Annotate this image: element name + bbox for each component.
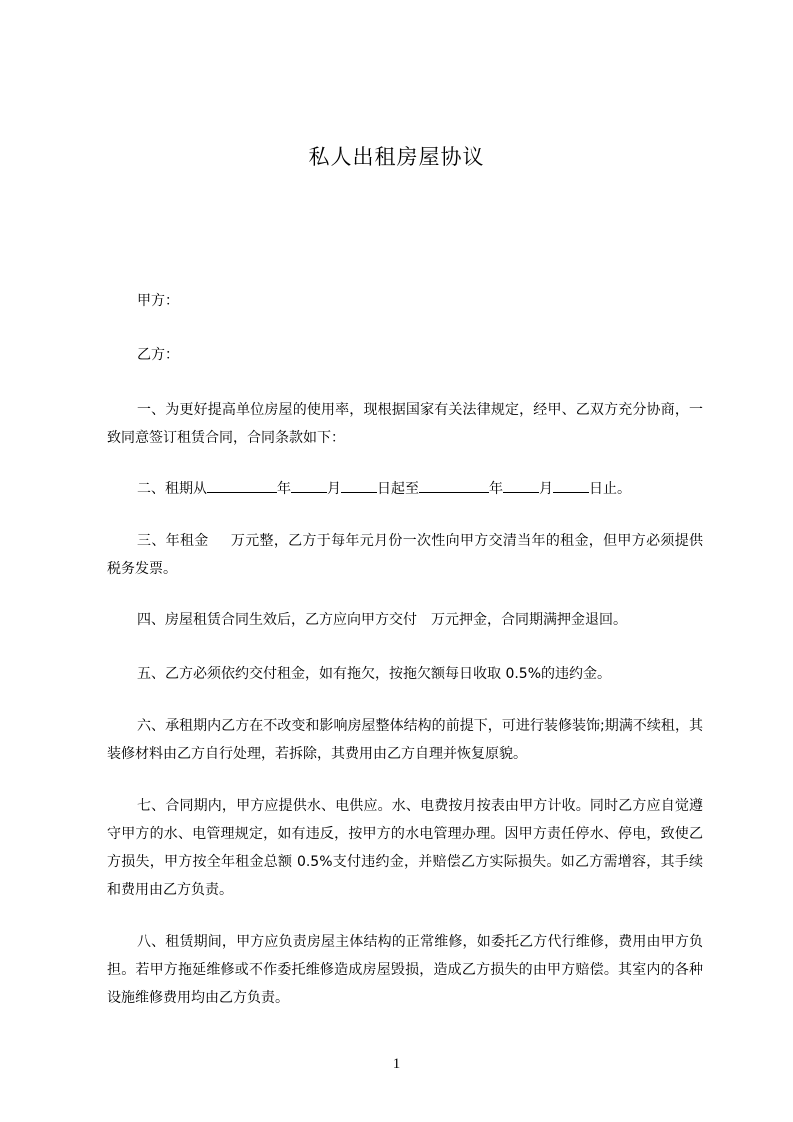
clause-2-prefix: 二、租期从 (137, 481, 207, 497)
clause-2-month2: 月 (539, 481, 553, 497)
clause-4-part1: 四、房屋租赁合同生效后，乙方应向甲方交付 (137, 612, 417, 628)
party-a-line: 甲方： (137, 293, 179, 309)
clause-4 (107, 606, 703, 634)
page-number: 1 (392, 1056, 401, 1072)
document-title: 私人出租房屋协议 (308, 145, 485, 169)
end-month-blank[interactable] (503, 478, 539, 493)
start-month-blank[interactable] (291, 478, 327, 493)
clause-2-month1: 月 (327, 481, 341, 497)
start-year-blank[interactable] (207, 478, 277, 493)
end-year-blank[interactable] (419, 478, 489, 493)
clause-2 (107, 475, 703, 503)
clause-3-part1: 三、年租金 (137, 533, 209, 549)
clause-7: 七、合同期内，甲方应提供水、电供应。水、电费按月按表由甲方计收。同时乙方应自觉遵守甲方的水、电管理规定，如有违反，按甲方的水电管理办理。因甲方责任停水、停电，致使乙方损失，甲方按全年租金总额 0.5%支付违约金，并赔偿乙方实际损失。如乙方需增容，其手续和费用由乙方负责。 (107, 798, 703, 898)
clause-2-day1: 日起至 (377, 481, 419, 497)
clause-5: 五、乙方必须依约交付租金，如有拖欠，按拖欠额每日收取 0.5%的违约金。 (137, 666, 612, 682)
clause-2-year2: 年 (489, 481, 503, 497)
clause-4-part2: 万元押金，合同期满押金退回。 (431, 612, 627, 628)
clause-8: 八、租赁期间，甲方应负责房屋主体结构的正常维修，如委托乙方代行维修，费用由甲方负担。若甲方拖延维修或不作委托维修造成房屋毁损，造成乙方损失的由甲方赔偿。其室内的各种设施维修费用均由乙方负责。 (107, 934, 703, 1006)
party-b-line: 乙方： (137, 347, 179, 363)
clause-3 (107, 527, 703, 583)
clause-1: 一、为更好提高单位房屋的使用率，现根据国家有关法律规定，经甲、乙双方充分协商，一致同意签订租赁合同，合同条款如下： (107, 402, 703, 446)
clause-3-part2: 万元整，乙方于每年元月份一次性向甲方交清当年的租金，但甲方必须提供税务发票。 (107, 533, 704, 577)
clause-6: 六、承租期内乙方在不改变和影响房屋整体结构的前提下，可进行装修装饰;期满不续租，其装修材料由乙方自行处理，若拆除，其费用由乙方自理并恢复原貌。 (107, 718, 703, 762)
clause-2-day2: 日止。 (589, 481, 631, 497)
clause-2-year1: 年 (277, 481, 291, 497)
end-day-blank[interactable] (553, 478, 589, 493)
start-day-blank[interactable] (341, 478, 377, 493)
